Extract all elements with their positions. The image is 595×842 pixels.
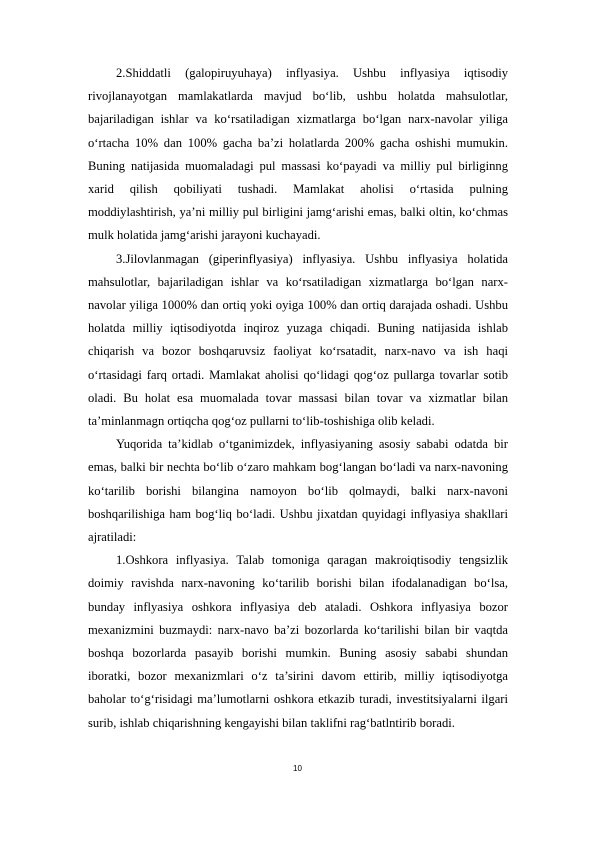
page-number-text: 10 xyxy=(293,764,302,773)
paragraph-hyperinflation: 3.Jilovlanmagan (giperinflyasiya) inflyasiya. Ushbu inflyasiya holatida mahsulotlar, bajariladigan ishlar va ko‘rsatiladigan xizmatlarga bo‘lgan narx-navolar yiliga 1000% dan ortiq yoki oyiga 100% dan ortiq darajada oshadi. Ushbu holatda milliy iqtisodiyotda inqiroz yuzaga chiqadi. Buning natijasida ishlab chiqarish va bozor boshqaruvsiz faoliyat ko‘rsatadit, narx-navo va ish haqi o‘rtasidagi farq ortadi. Mamlakat aholisi qo‘lidagi qog‘oz pullarga tovarlar sotib oladi. Bu holat esa muomalada tovar massasi bilan tovar va xizmatlar bilan ta’minlanmagn ortiqcha qog‘oz pullarni to‘lib-toshishiga olib keladi. xyxy=(88,251,508,429)
paragraph-galloping-inflation: 2.Shiddatli (galopiruyuhaya) inflyasiya. Ushbu inflyasiya iqtisodiy rivojlanayotgan mamlakatlarda mavjud bo‘lib, ushbu holatda mahsulotlar, bajariladigan ishlar va ko‘rsatiladigan xizmatlarga bo‘lgan narx-navolar yiliga o‘rtacha 10% dan 100% gacha ba’zi holatlarda 200% gacha oshishi mumukin. Buning natijasida muomaladagi pul massasi ko‘payadi va milliy pul birliginng xarid qilish qobiliyati tushadi. Mamlakat aholisi o‘rtasida pulning moddiylashtirish, ya’ni milliy pul birligini jamg‘arishi emas, balki oltin, ko‘chmas mulk holatida jamg‘arishi jarayoni kuchayadi. xyxy=(88,66,508,243)
page-number xyxy=(0,764,595,773)
paragraph-inflation-causes: Yuqorida ta’kidlab o‘tganimizdek, inflyasiyaning asosiy sababi odatda bir emas, balki bir nechta bo‘lib o‘zaro mahkam bog‘langan bo‘ladi va narx-navoning ko‘tarilib borishi bilangina namoyon bo‘lib qolmaydi, balki narx-navoni boshqarilishiga ham bog‘liq bo‘ladi. Ushbu jixatdan quyidagi inflyasiya shakllari ajratiladi: xyxy=(88,437,508,545)
paragraph-open-inflation: 1.Oshkora inflyasiya. Talab tomoniga qaragan makroiqtisodiy tengsizlik doimiy ravishda narx-navoning ko‘tarilib borishi bilan ifodalanadigan bo‘lsa, bunday inflyasiya oshkora inflyasiya deb ataladi. Oshkora inflyasiya bozor mexanizmini buzmaydi: narx-navo ba’zi bozorlarda ko‘tarilishi bilan bir vaqtda boshqa bozorlarda pasayib borishi mumkin. Buning asosiy sababi shundan iboratki, bozor mexanizmlari o‘z ta’sirini davom ettirib, milliy iqtisodiyotga baholar to‘g‘risidagi ma’lumotlarni oshkora etkazib turadi, investitsiyalarni ilgari surib, ishlab chiqarishning kengayishi bilan taklifni rag‘batlntirib boradi. xyxy=(88,553,508,730)
document-page xyxy=(88,62,508,735)
